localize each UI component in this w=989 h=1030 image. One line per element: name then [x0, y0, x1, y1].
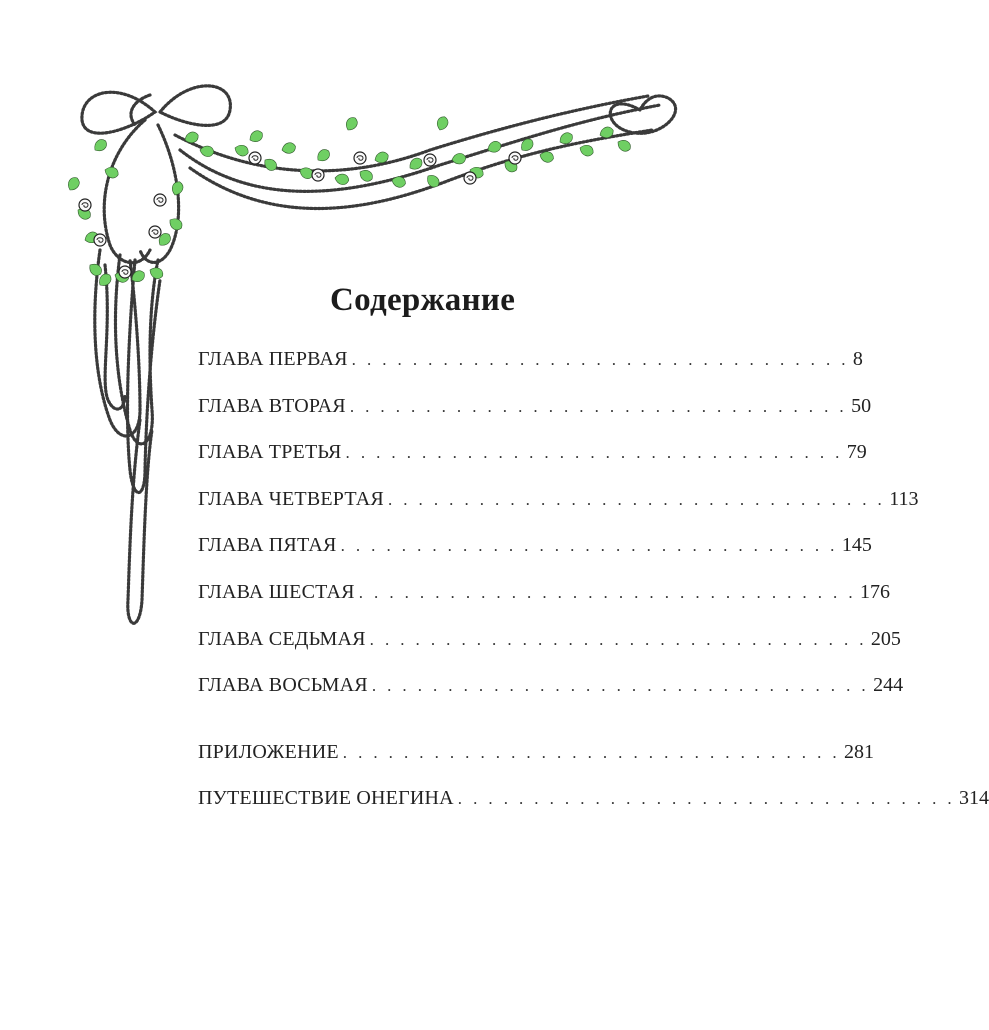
toc-entry-page: 314 [959, 787, 989, 810]
toc-entry-page: 176 [859, 580, 890, 603]
toc-entry-page: 113 [889, 487, 919, 510]
table-of-contents [198, 348, 989, 834]
dot-leader: . . . . . . . . . . . . . . . . . . . . . . . . . . . . . . . . . [349, 396, 848, 416]
toc-entry[interactable] [198, 674, 904, 721]
dot-leader: . . . . . . . . . . . . . . . . . . . . . . . . . . . . . . . . . [351, 350, 849, 369]
toc-entry-page: 50 [851, 394, 872, 417]
toc-entry-page: 205 [870, 627, 901, 650]
toc-entry-page: 244 [873, 674, 904, 697]
toc-entry[interactable] [198, 627, 901, 675]
dot-leader: . . . . . . . . . . . . . . . . . . . . . . . . . . . . . . . . . [371, 676, 870, 696]
toc-entry-label: ГЛАВА ПЕРВАЯ [198, 348, 348, 370]
toc-entry[interactable] [198, 441, 867, 488]
toc-entry-label: ГЛАВА ПЯТАЯ [198, 534, 337, 557]
toc-entry-page: 281 [844, 740, 875, 763]
toc-entry[interactable] [198, 348, 863, 395]
toc-entry-page: 8 [852, 348, 863, 370]
toc-entry-label: ГЛАВА ВТОРАЯ [198, 394, 346, 417]
toc-entry[interactable] [198, 487, 919, 535]
toc-entry-page: 145 [841, 534, 872, 557]
toc-entry[interactable] [198, 580, 890, 628]
dot-leader: . . . . . . . . . . . . . . . . . . . . . . . . . . . . . . . . . [345, 443, 843, 463]
toc-entry-label: ГЛАВА ШЕСТАЯ [198, 580, 355, 603]
dot-leader: . . . . . . . . . . . . . . . . . . . . . . . . . . . . . . . . . [369, 629, 867, 649]
dot-leader: . . . . . . . . . . . . . . . . . . . . . . . . . . . . . . . . . [342, 742, 841, 762]
toc-entry-page: 79 [846, 441, 867, 464]
toc-entry-label: ГЛАВА СЕДЬМАЯ [198, 627, 366, 650]
toc-entry-label: ПРИЛОЖЕНИЕ [198, 740, 339, 763]
toc-entry[interactable] [198, 534, 872, 581]
toc-entry-label: ГЛАВА ТРЕТЬЯ [198, 441, 342, 464]
toc-entry[interactable] [198, 394, 872, 442]
toc-entry-label: ГЛАВА ЧЕТВЕРТАЯ [198, 487, 384, 510]
toc-entry[interactable] [198, 740, 875, 788]
toc-entry-label: ПУТЕШЕСТВИЕ ОНЕГИНА [198, 787, 454, 810]
page-title: Содержание [330, 282, 516, 318]
toc-entry[interactable] [198, 787, 989, 834]
dot-leader: . . . . . . . . . . . . . . . . . . . . . . . . . . . . . . . . . [340, 536, 838, 556]
dot-leader: . . . . . . . . . . . . . . . . . . . . . . . . . . . . . . . . . [387, 489, 886, 509]
dot-leader: . . . . . . . . . . . . . . . . . . . . . . . . . . . . . . . . . [358, 582, 856, 602]
dot-leader: . . . . . . . . . . . . . . . . . . . . . . . . . . . . . . . . . [457, 789, 956, 809]
toc-entry-label: ГЛАВА ВОСЬМАЯ [198, 674, 368, 697]
